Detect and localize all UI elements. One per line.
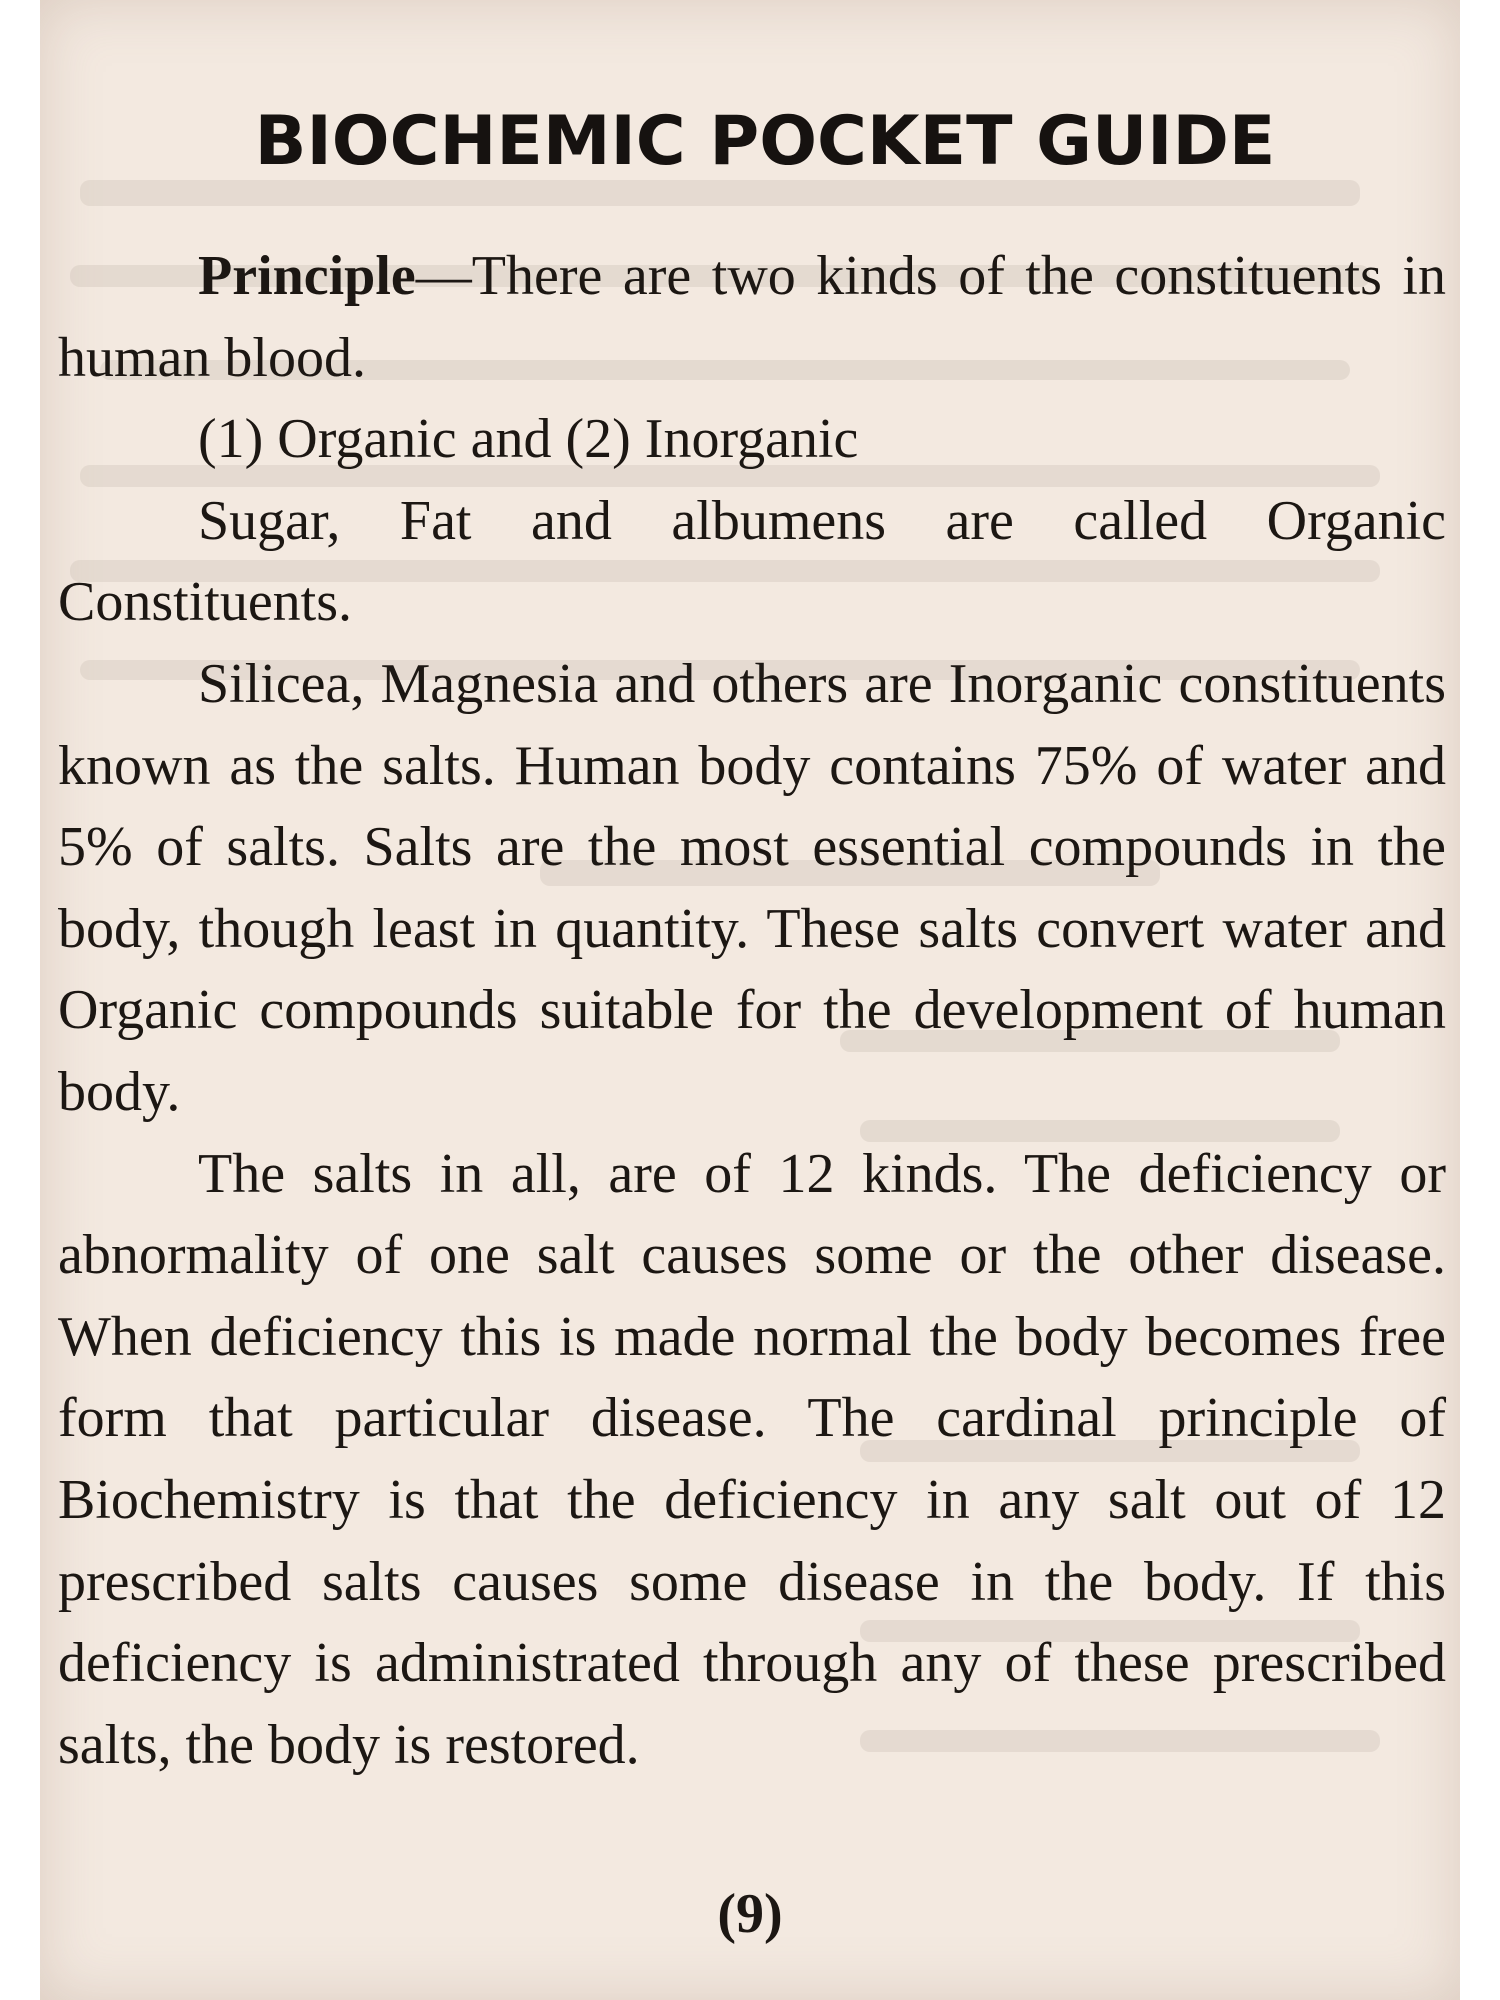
book-page: [40, 0, 1460, 2000]
principle-term: Principle: [198, 245, 416, 307]
paragraph-constituent-kinds: (1) Organic and (2) Inorganic: [198, 408, 859, 471]
paragraph-organic: Sugar, Fat and albumens are called Organic Constituents.: [58, 489, 1446, 634]
principle-text: —There are two kinds of the constituents in human blood.: [58, 245, 1446, 389]
body-text: [58, 236, 1446, 1786]
paragraph-twelve-salts: The salts in all, are of 12 kinds. The deficiency or abnormality of one salt causes some or the other disease. When deficiency this is made normal the body becomes free form that particular disease. The cardinal principle of Biochemistry is that the deficiency in any salt out of 12 prescribed salts causes some disease in the body. If this deficiency is administrated through any of these prescribed salts, the body is restored.: [58, 1142, 1446, 1776]
page-number: (9): [717, 1883, 783, 1945]
paragraph-inorganic-salts: Silicea, Magnesia and others are Inorganic constituents known as the salts. Human body contains 75% of water and 5% of salts. Salts are the most essential compounds in the body, though least in quantity. These salts convert water and Organic compounds suitable for the development of human body.: [58, 652, 1446, 1123]
running-header: BIOCHEMIC POCKET GUIDE: [254, 102, 1276, 181]
paragraph-principle: [58, 236, 1446, 399]
